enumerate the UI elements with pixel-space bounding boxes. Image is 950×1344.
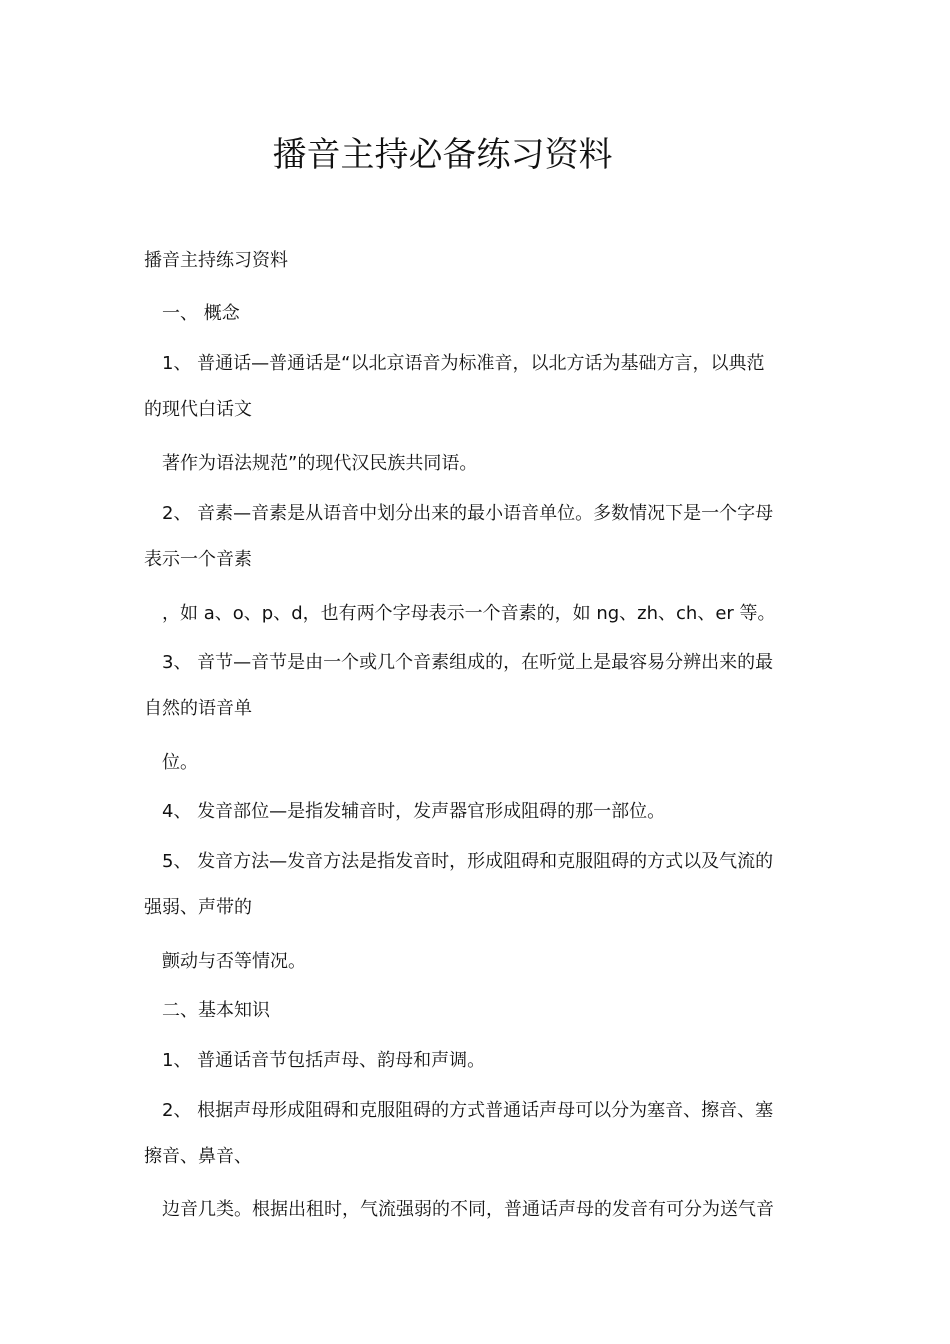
paragraph-line: 的现代白话文: [144, 399, 252, 420]
subtitle-line: 播音主持练习资料: [144, 250, 288, 271]
paragraph-line: 1、 普通话—普通话是“以北京语音为标准音，以北方话为基础方言，以典范: [162, 353, 765, 374]
paragraph-line: 著作为语法规范”的现代汉民族共同语。: [162, 453, 478, 474]
paragraph-line: 自然的语音单: [144, 698, 252, 719]
paragraph-line: 强弱、声带的: [144, 897, 252, 918]
paragraph-line: 1、 普通话音节包括声母、韵母和声调。: [162, 1050, 486, 1071]
paragraph-line: 边音几类。根据出租时，气流强弱的不同，普通话声母的发音有可分为送气音: [162, 1199, 774, 1220]
section-heading-concepts: 一、 概念: [162, 303, 240, 324]
document-title: 播音主持必备练习资料: [272, 134, 613, 175]
paragraph-line: ，如 a、o、p、d，也有两个字母表示一个音素的，如 ng、zh、ch、er 等。: [162, 603, 776, 624]
paragraph-line: 颤动与否等情况。: [162, 951, 306, 972]
paragraph-line: 2、 根据声母形成阻碍和克服阻碍的方式普通话声母可以分为塞音、擦音、塞: [162, 1100, 774, 1121]
paragraph-line: 3、 音节—音节是由一个或几个音素组成的，在听觉上是最容易分辨出来的最: [162, 652, 774, 673]
paragraph-line: 擦音、鼻音、: [144, 1146, 252, 1167]
paragraph-line: 表示一个音素: [144, 549, 252, 570]
paragraph-line: 位。: [162, 752, 198, 773]
paragraph-line: 5、 发音方法—发音方法是指发音时，形成阻碍和克服阻碍的方式以及气流的: [162, 851, 774, 872]
paragraph-line: 4、 发音部位—是指发辅音时，发声器官形成阻碍的那一部位。: [162, 801, 666, 822]
paragraph-line: 2、 音素—音素是从语音中划分出来的最小语音单位。多数情况下是一个字母: [162, 503, 774, 524]
section-heading-basics: 二、基本知识: [162, 1000, 270, 1021]
